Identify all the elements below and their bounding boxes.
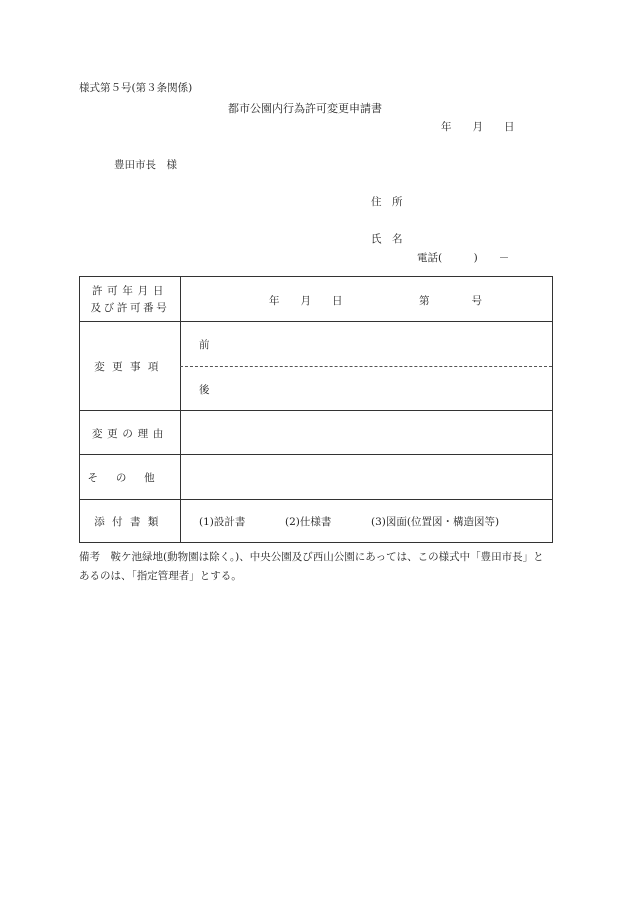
change-items-label: 変更事項 xyxy=(94,361,166,373)
form-table xyxy=(79,276,553,543)
name-label: 氏 名 xyxy=(371,233,403,245)
phone-label: 電話( ) － xyxy=(417,252,510,264)
address-label: 住 所 xyxy=(371,196,403,208)
reason-label: 変更の理由 xyxy=(91,428,169,440)
row-divider xyxy=(80,499,552,500)
permit-number-label: 及び許可番号 xyxy=(90,302,170,314)
row-divider xyxy=(80,410,552,411)
addressee: 豊田市長 様 xyxy=(114,159,177,171)
row-divider xyxy=(80,321,552,322)
form-number: 様式第５号(第３条関係) xyxy=(79,82,193,94)
attachment-specification: (2)仕様書 xyxy=(285,516,332,528)
attachments-label: 添付書類 xyxy=(94,516,166,528)
permit-number-field[interactable]: 第 号 xyxy=(419,295,482,307)
before-after-divider xyxy=(180,366,552,367)
other-label: その他 xyxy=(87,472,173,484)
attachment-drawings: (3)図面(位置図・構造図等) xyxy=(371,516,500,528)
attachment-design-doc: (1)設計書 xyxy=(199,516,246,528)
after-label: 後 xyxy=(199,384,210,396)
permit-date-label: 許可年月日 xyxy=(91,285,169,297)
remarks-note: 備考 鞍ケ池緑地(動物園は除く。)、中央公園及び西山公園にあっては、この様式中「豊田市長」とあるのは、「指定管理者」とする。 xyxy=(79,551,544,582)
before-label: 前 xyxy=(199,339,210,351)
date-line: 年 月 日 xyxy=(441,121,515,133)
document-title: 都市公園内行為許可変更申請書 xyxy=(228,102,382,115)
permit-date-field[interactable]: 年 月 日 xyxy=(269,295,343,307)
row-divider xyxy=(80,454,552,455)
